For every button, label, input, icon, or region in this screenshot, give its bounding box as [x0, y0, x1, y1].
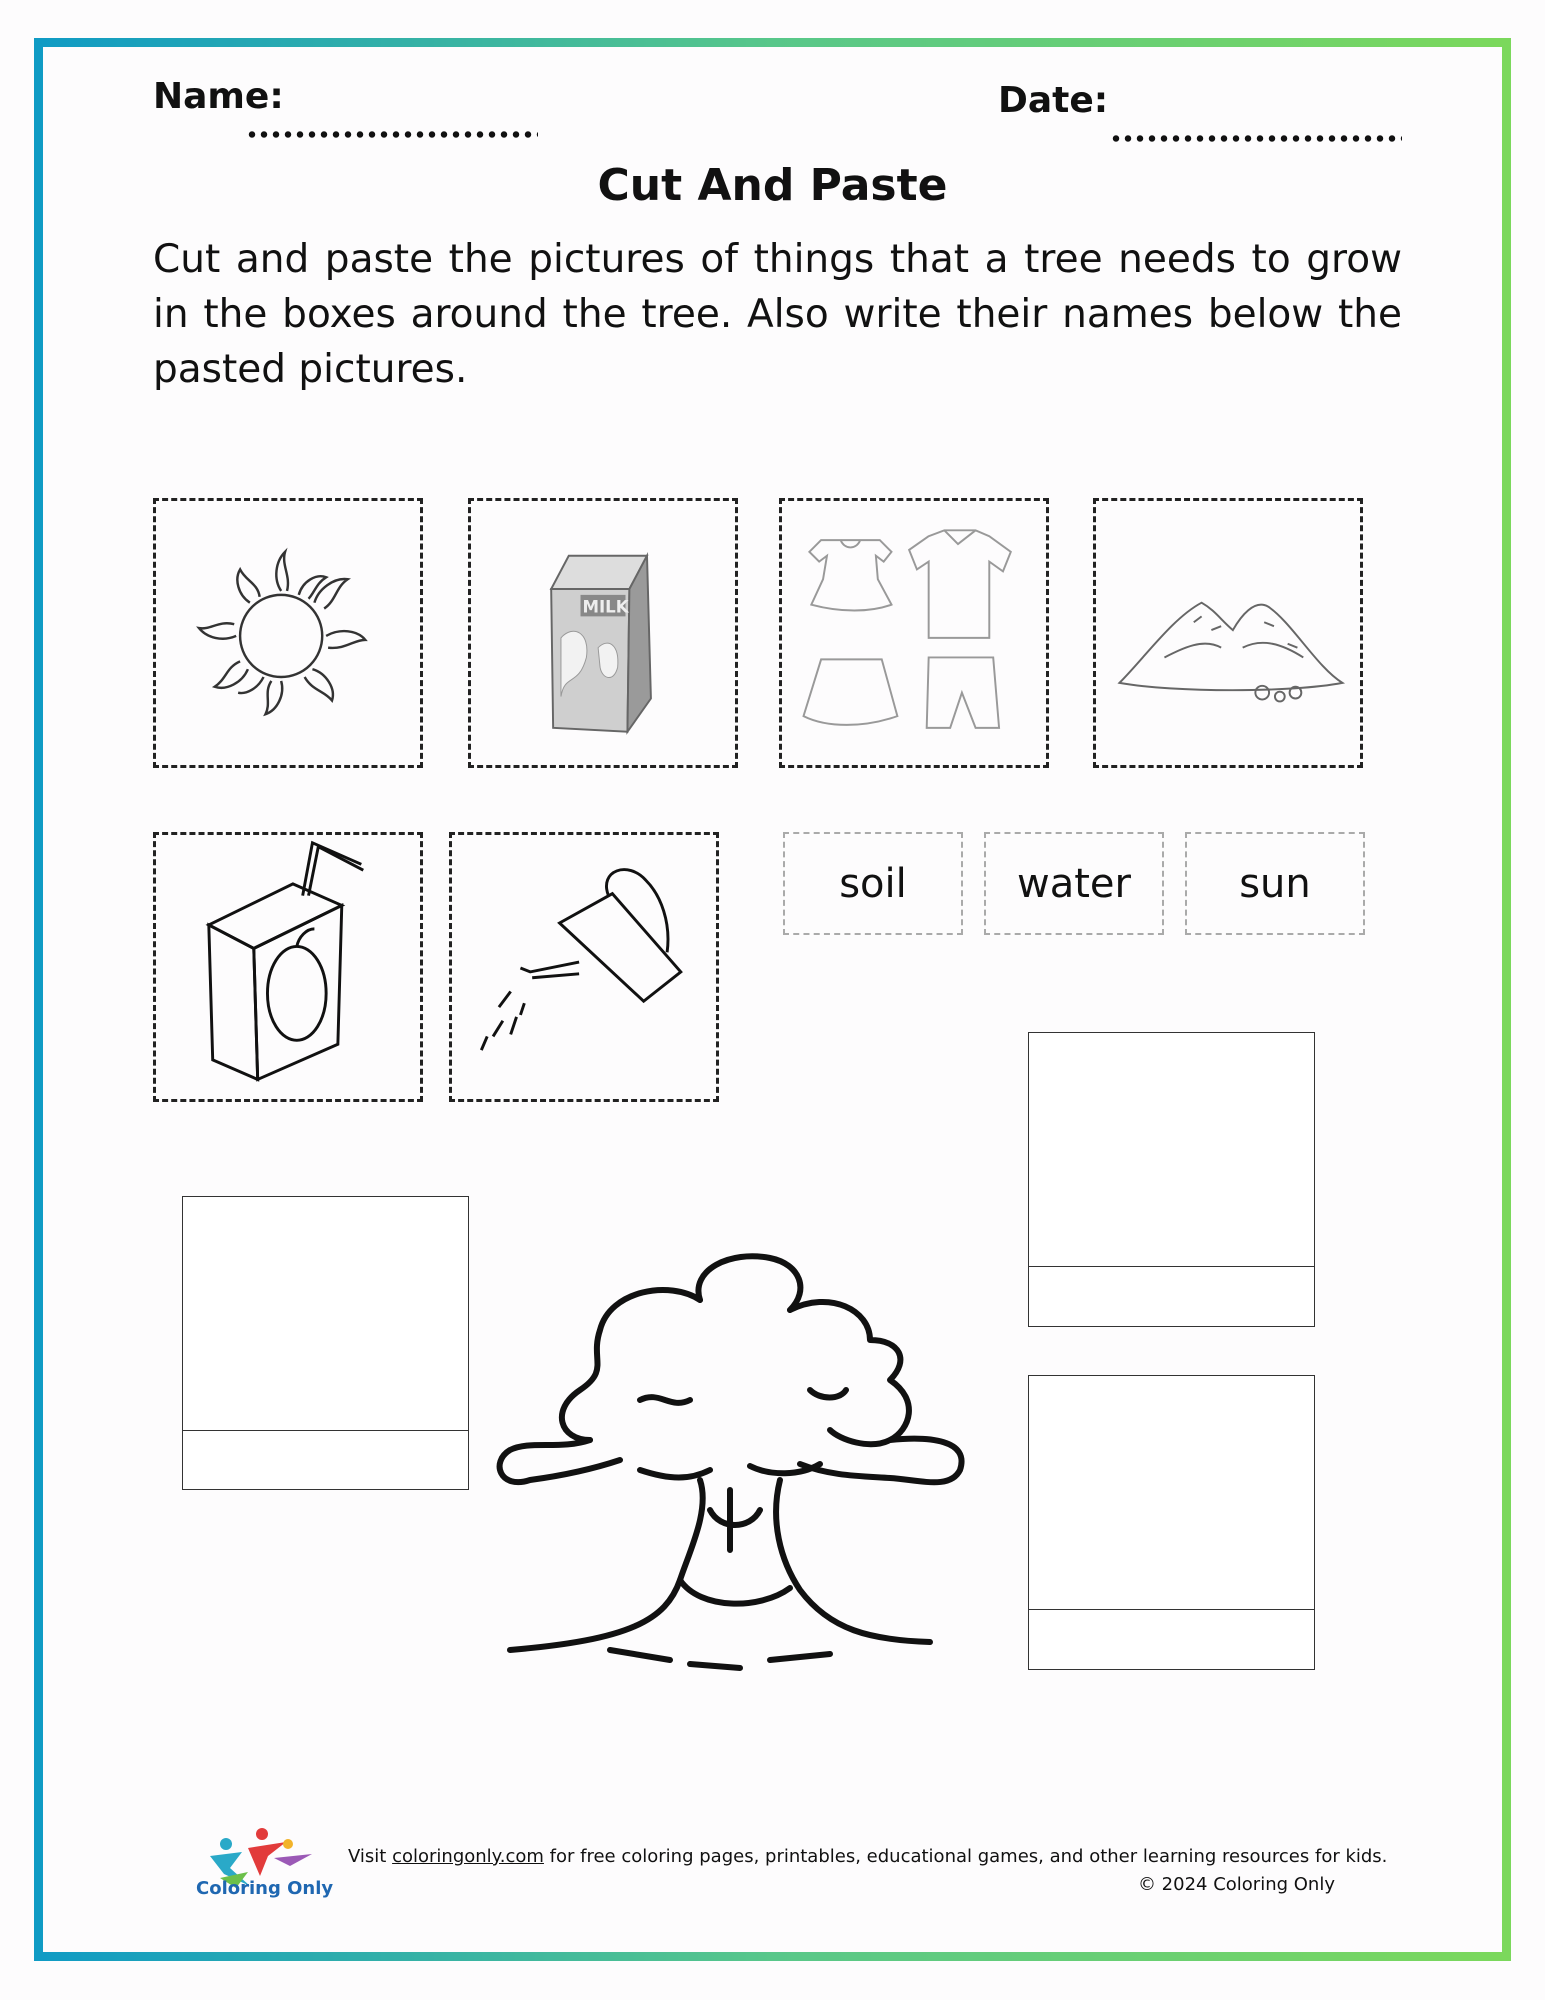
- page-title: Cut And Paste: [597, 160, 948, 211]
- watering-can-icon: [452, 835, 716, 1099]
- word-card-water[interactable]: water: [984, 832, 1164, 935]
- cutout-soil-card[interactable]: [1093, 498, 1363, 768]
- paste-box-top-right[interactable]: [1028, 1032, 1315, 1327]
- name-label: Name:: [153, 76, 284, 117]
- paste-picture-area[interactable]: [1029, 1033, 1314, 1267]
- date-label: Date:: [998, 80, 1109, 121]
- footer-text: [348, 1846, 1387, 1867]
- instructions: Cut and paste the pictures of things that a tree needs to grow in the boxes around the tree. Also write their names below the pasted pictures.: [153, 237, 1402, 392]
- tree-icon: [490, 1250, 980, 1700]
- date-line[interactable]: [1110, 135, 1402, 142]
- word-card-sun[interactable]: sun: [1185, 832, 1365, 935]
- sun-icon: [156, 501, 420, 765]
- footer-visit: Visit: [348, 1846, 387, 1867]
- svg-text:MILK: MILK: [582, 597, 629, 617]
- cutout-milk-card[interactable]: [468, 498, 738, 768]
- cutout-watering-card[interactable]: [449, 832, 719, 1102]
- logo-text: Coloring Only: [196, 1878, 334, 1899]
- footer-copyright: © 2024 Coloring Only: [1137, 1874, 1335, 1895]
- name-line[interactable]: [246, 131, 538, 138]
- cutout-sun-card[interactable]: [153, 498, 423, 768]
- paste-picture-area[interactable]: [183, 1197, 468, 1431]
- paste-box-bottom-right[interactable]: [1028, 1375, 1315, 1670]
- footer-rest: for free coloring pages, printables, educational games, and other learning resources for kids.: [549, 1846, 1388, 1867]
- footer-link[interactable]: coloringonly.com: [392, 1846, 544, 1867]
- cutout-clothes-card[interactable]: [779, 498, 1049, 768]
- soil-pile-icon: [1096, 501, 1360, 765]
- paste-box-left[interactable]: [182, 1196, 469, 1490]
- juice-box-icon: [156, 835, 420, 1099]
- cutout-juice-card[interactable]: [153, 832, 423, 1102]
- paste-picture-area[interactable]: [1029, 1376, 1314, 1610]
- milk-carton-icon: [471, 501, 735, 765]
- word-card-soil[interactable]: soil: [783, 832, 963, 935]
- clothes-icon: [782, 501, 1046, 765]
